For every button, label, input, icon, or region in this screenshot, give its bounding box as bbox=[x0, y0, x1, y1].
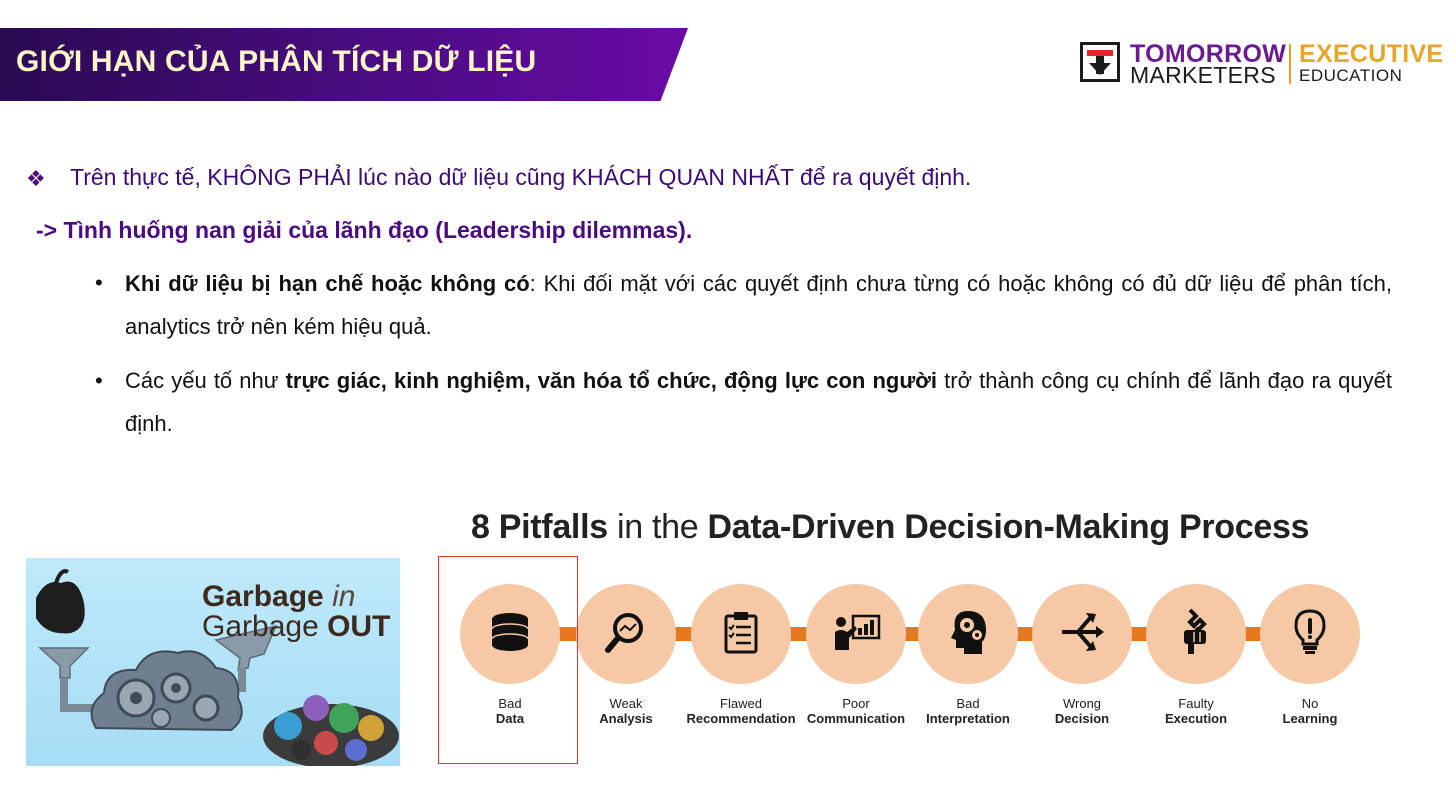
bullet-dot-icon: • bbox=[95, 270, 103, 295]
pitfall-label-top: Bad bbox=[498, 696, 522, 711]
pitfall-circle-5 bbox=[918, 584, 1018, 684]
logo-text-tomorrow: TOMORROW bbox=[1130, 40, 1287, 68]
page-title: GIỚI HẠN CỦA PHÂN TÍCH DỮ LIỆU bbox=[16, 45, 537, 78]
pitfall-label-4 bbox=[796, 696, 916, 726]
pitfall-label-top: No bbox=[1301, 696, 1319, 711]
pitfall-circle-7 bbox=[1146, 584, 1246, 684]
diamond-bullet-icon: ❖ bbox=[26, 166, 46, 191]
pitfall-label-top: Bad bbox=[956, 696, 980, 711]
bullet-paragraph-1 bbox=[125, 262, 1392, 348]
pitfall-label-bottom: Decision bbox=[1054, 711, 1110, 726]
split-arrows-icon bbox=[1058, 610, 1106, 659]
logo-text-executive: EXECUTIVE bbox=[1299, 40, 1444, 68]
pitfall-label-6 bbox=[1022, 696, 1142, 726]
pitfall-label-bottom: Analysis bbox=[599, 711, 653, 726]
pitfall-circle-8 bbox=[1260, 584, 1360, 684]
pitfall-circle-3 bbox=[691, 584, 791, 684]
magnifier-icon bbox=[604, 610, 648, 659]
logo-icon bbox=[1080, 42, 1120, 82]
pitfall-label-bottom: Data bbox=[495, 711, 525, 726]
pitfall-label-bottom: Learning bbox=[1282, 711, 1338, 726]
pitfall-label-bottom: Communication bbox=[806, 711, 906, 726]
garbage-in-text: Garbage in bbox=[202, 580, 356, 613]
logo-divider bbox=[1289, 44, 1291, 84]
pitfall-label-top: Faulty bbox=[1178, 696, 1214, 711]
pitfall-label-2 bbox=[566, 696, 686, 726]
bullet-paragraph-2 bbox=[125, 359, 1392, 445]
pitfall-circle-2 bbox=[576, 584, 676, 684]
bullet2-bold: trực giác, kinh nghiệm, văn hóa tổ chức, động lực con người bbox=[285, 368, 938, 393]
bullet-dot-icon: • bbox=[95, 368, 103, 393]
pitfalls-title: 8 Pitfalls in the Data-Driven Decision-Making Process bbox=[471, 508, 1310, 546]
head-gears-icon bbox=[946, 608, 990, 661]
pitfall-label-3 bbox=[681, 696, 801, 726]
pitfall-label-bottom: Interpretation bbox=[926, 711, 1010, 726]
logo-text-marketers: MARKETERS bbox=[1130, 62, 1276, 88]
lightbulb-icon bbox=[1290, 608, 1330, 661]
main-point: Trên thực tế, KHÔNG PHẢI lúc nào dữ liệu cũng KHÁCH QUAN NHẤT để ra quyết định. bbox=[70, 164, 972, 190]
pitfall-circle-6 bbox=[1032, 584, 1132, 684]
pitfall-label-top: Poor bbox=[842, 696, 870, 711]
bullet1-text: : Khi đối mặt với các quyết định chưa từng có hoặc không có đủ dữ liệu để phân tích, analytics trở nên kém hiệu quả. bbox=[125, 271, 1393, 339]
pitfall-label-top: Wrong bbox=[1062, 696, 1102, 711]
garbage-out-text: Garbage OUT bbox=[202, 610, 391, 643]
pitfall-label-top: Weak bbox=[609, 696, 643, 711]
pitfall-label-7 bbox=[1136, 696, 1256, 726]
garbage-in-garbage-out-image bbox=[26, 558, 400, 766]
pitfall-label-bottom: Recommendation bbox=[686, 711, 796, 726]
pitfall-label-8 bbox=[1250, 696, 1370, 726]
clipboard-icon bbox=[719, 610, 763, 659]
subheading: -> Tình huống nan giải của lãnh đạo (Leadership dilemmas). bbox=[36, 217, 693, 243]
pitfall-label-bottom: Execution bbox=[1164, 711, 1228, 726]
highlight-box-bad-data bbox=[438, 556, 578, 764]
pitfall-label-5 bbox=[908, 696, 1028, 726]
pitfall-circle-4 bbox=[806, 584, 906, 684]
wrench-hand-icon bbox=[1174, 608, 1218, 661]
bullet1-bold: Khi dữ liệu bị hạn chế hoặc không có bbox=[125, 271, 530, 296]
bullet2-pre: Các yếu tố như bbox=[125, 368, 286, 393]
presenter-icon bbox=[831, 610, 881, 659]
logo-text-education: EDUCATION bbox=[1299, 66, 1403, 85]
bullet2-text: trở thành công cụ chính để lãnh đạo ra quyết định. bbox=[125, 368, 1392, 436]
pitfall-label-top: Flawed bbox=[720, 696, 762, 711]
